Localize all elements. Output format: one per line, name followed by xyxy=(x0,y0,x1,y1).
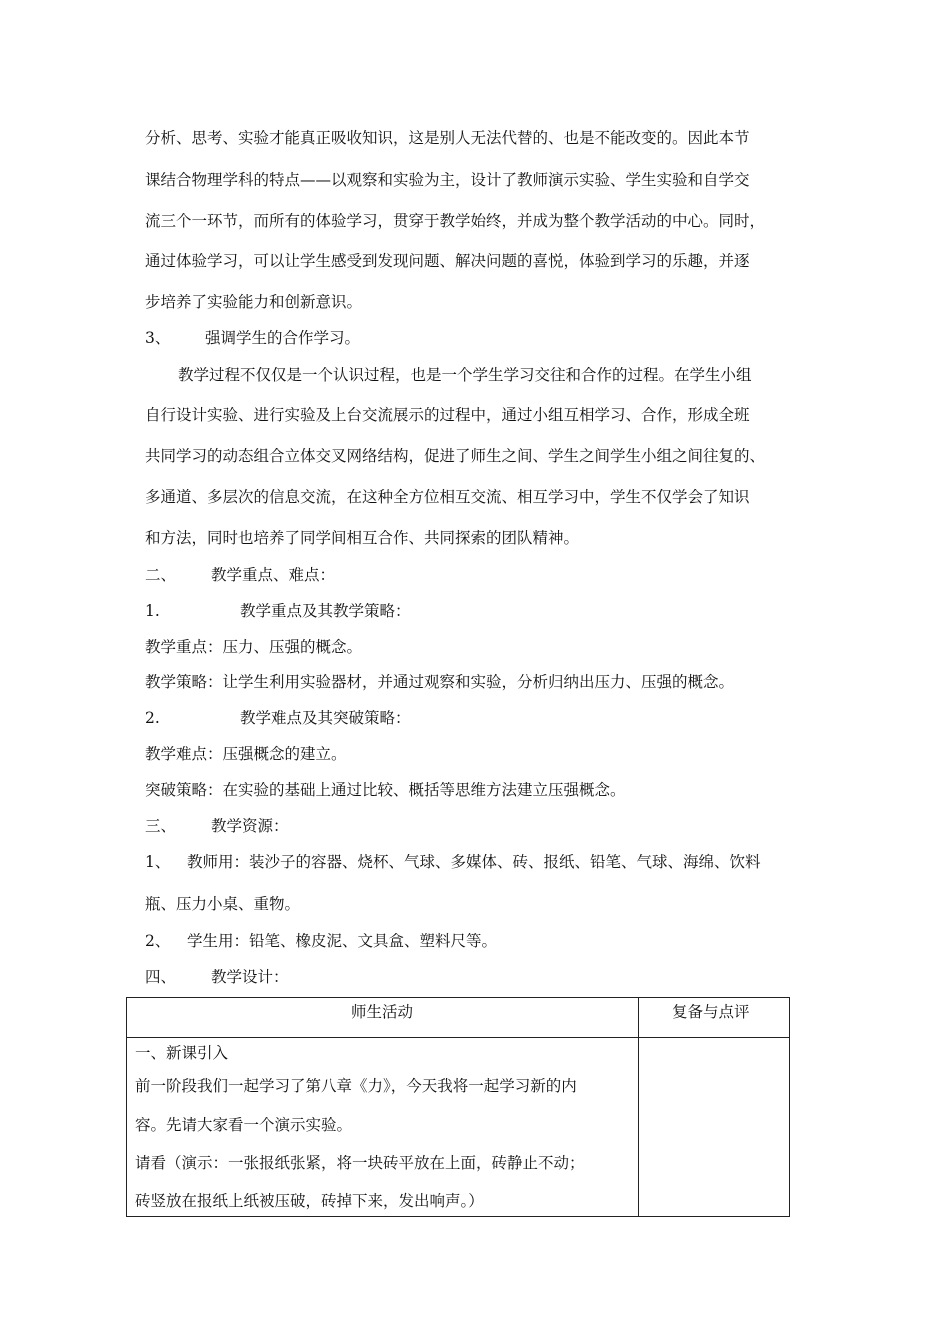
section-number: 二、 xyxy=(145,566,177,584)
column-header-activities: 师生活动 xyxy=(351,1003,414,1021)
paragraph-line: 流三个一环节，而所有的体验学习，贯穿于教学始终，并成为整个教学活动的中心。同时， xyxy=(145,212,766,230)
resource-number: 1、 xyxy=(145,853,171,871)
strategy-line: 教学策略：让学生利用实验器材，并通过观察和实验，分析归纳出压力、压强的概念。 xyxy=(145,673,735,691)
item-number: 2. xyxy=(145,709,160,727)
item-number: 1. xyxy=(145,602,160,620)
section-heading-2 xyxy=(145,565,335,585)
paragraph-line: 共同学习的动态组合立体交叉网络结构，促进了师生之间、学生之间学生小组之间往复的、 xyxy=(145,447,766,465)
section-title: 教学重点、难点： xyxy=(211,566,336,584)
paragraph-line: 步培养了实验能力和创新意识。 xyxy=(145,293,363,311)
resource-text: 学生用：铅笔、橡皮泥、文具盒、塑料尺等。 xyxy=(187,932,498,950)
section-number: 三、 xyxy=(145,817,177,835)
paragraph-line: 课结合物理学科的特点——以观察和实验为主，设计了教师演示实验、学生实验和自学交 xyxy=(145,171,750,189)
table-cell-line: 前一阶段我们一起学习了第八章《力》，今天我将一起学习新的内 xyxy=(135,1077,577,1095)
subheading-1 xyxy=(145,601,411,621)
section-title: 教学资源： xyxy=(211,817,289,835)
table-cell-line: 砖竖放在报纸上纸被压破，砖掉下来，发出响声。） xyxy=(135,1192,484,1210)
paragraph-line: 和方法，同时也培养了同学间相互合作、共同探索的团队精神。 xyxy=(145,529,580,547)
breakthrough-line: 突破策略：在实验的基础上通过比较、概括等思维方法建立压强概念。 xyxy=(145,781,626,799)
resource-text: 教师用：装沙子的容器、烧杯、气球、多媒体、砖、报纸、铅笔、气球、海绵、饮料 xyxy=(187,853,761,871)
teaching-design-table xyxy=(126,997,790,1217)
subheading-2 xyxy=(145,708,411,728)
table-cell-line: 一、新课引入 xyxy=(135,1044,229,1062)
section-heading-3 xyxy=(145,816,289,836)
header-divider xyxy=(127,1037,789,1038)
item-text: 教学重点及其教学策略： xyxy=(240,602,411,620)
paragraph-line: 分析、思考、实验才能真正吸收知识，这是别人无法代替的、也是不能改变的。因此本节 xyxy=(145,129,750,147)
resource-1 xyxy=(145,852,761,872)
table-cell-line: 容。先请大家看一个演示实验。 xyxy=(135,1116,353,1134)
paragraph-line: 教学过程不仅仅是一个认识过程，也是一个学生学习交往和合作的过程。在学生小组 xyxy=(178,366,752,384)
section-title: 教学设计： xyxy=(211,968,289,986)
focus-line: 教学重点：压力、压强的概念。 xyxy=(145,638,363,656)
paragraph-line: 通过体验学习，可以让学生感受到发现问题、解决问题的喜悦，体验到学习的乐趣，并逐 xyxy=(145,252,750,270)
paragraph-line: 多通道、多层次的信息交流，在这种全方位相互交流、相互学习中，学生不仅学会了知识 xyxy=(145,488,750,506)
point-3 xyxy=(145,328,360,348)
point-number: 3、 xyxy=(145,329,171,347)
table-cell-line: 请看（演示：一张报纸张紧，将一块砖平放在上面，砖静止不动； xyxy=(135,1154,585,1172)
paragraph-line: 自行设计实验、进行实验及上台交流展示的过程中，通过小组互相学习、合作，形成全班 xyxy=(145,406,750,424)
section-heading-4 xyxy=(145,967,289,987)
difficulty-line: 教学难点：压强概念的建立。 xyxy=(145,745,347,763)
resource-1-continued: 瓶、压力小桌、重物。 xyxy=(145,895,301,913)
resource-number: 2、 xyxy=(145,932,171,950)
column-divider xyxy=(638,998,639,1216)
column-header-review: 复备与点评 xyxy=(672,1003,750,1021)
section-number: 四、 xyxy=(145,968,177,986)
point-text: 强调学生的合作学习。 xyxy=(205,329,361,347)
resource-2 xyxy=(145,931,497,951)
item-text: 教学难点及其突破策略： xyxy=(240,709,411,727)
